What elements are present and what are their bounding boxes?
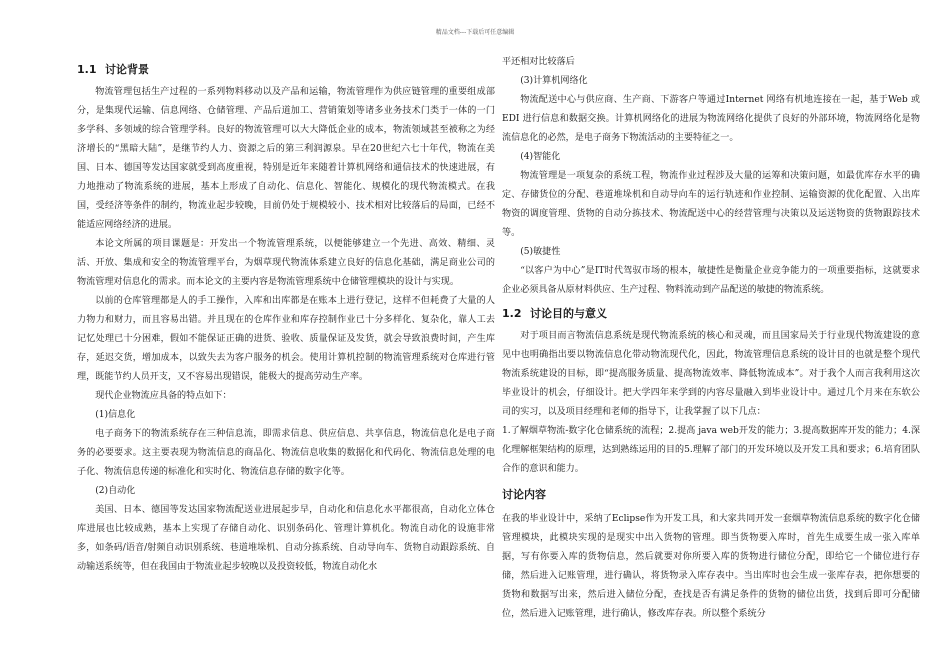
section-title: 讨论目的与意义 bbox=[530, 307, 607, 320]
paragraph: 电子商务下的物流系统存在三种信息流，即需求信息、供应信息、共享信息，物流信息化是电子商务的必要要求。这主要表现为物流信息的商品化、物流信息收集的数据化和代码化、物流信息处理的电子化、物流信息传递的标准化和实时化、物流信息存储的数字化等。 bbox=[77, 429, 495, 477]
list-item-title: (3)计算机网络化 bbox=[520, 76, 588, 86]
paragraph-continuation: 平还相对比较落后 bbox=[502, 57, 575, 67]
paragraph: 现代企业物流应具备的特点如下： bbox=[95, 391, 232, 401]
section-heading-1-2 bbox=[502, 304, 920, 323]
paragraph: 1.了解烟草物流-数字化仓储系统的流程；2.提高 java web开发的能力；3.提高数据库开发的能力；4.深化理解框架结构的原理，达到熟练运用的目的5.理解了部门的开发环境以及开发工具和要求；6.培育团队合作的意识和能力。 bbox=[502, 426, 920, 474]
left-column bbox=[77, 56, 495, 577]
paragraph: 以前的仓库管理都是人的手工操作，入库和出库都是在账本上进行登记，这样不但耗费了大量的人力物力和财力，而且容易出错。并且现在的仓库作业和库存控制作业已十分多样化、复杂化，靠人工去记忆处理已十分困难，假如不能保证正确的进货、验收、质量保证及发货，就会导致浪费时间，产生库存，延迟交货，增加成本，以致失去为客户服务的机会。使用计算机控制的物流管理系统对仓库进行管理，既能节约人员开支，又不容易出现错误，能极大的提高劳动生产率。 bbox=[77, 296, 495, 382]
paragraph: 物流管理包括生产过程的一系列物料移动以及产品和运输，物流管理作为供应链管理的重要组成部分，是集现代运输、信息网络、仓储管理、产品后道加工、营销策划等诸多业务技术门类于一体的一门多学科、多领域的综合管理学科。良好的物流管理可以大大降低企业的成本，物流领域甚至被称之为经济增长的“黑暗大陆”，是继节约人力、资源之后的第三利润源泉。早在20世纪六七十年代，物流在美国、日本、德国等发达国家就受到高度重视，特别是近年来随着计算机网络和通信技术的快速进展，有力地推动了物流系统的进展，基本上形成了自动化、信息化、智能化、规模化的现代物流模式。在我国，受经济等条件的制约，物流业起步较晚，目前仍处于规模较小、技术相对比较落后的局面，已经不能适应网络经济的进展。 bbox=[77, 87, 495, 230]
paragraph: 对于项目而言物流信息系统是现代物流系统的核心和灵魂，而且国家局关于行业现代物流建设的意见中也明确指出要以物流信息化带动物流现代化，因此，物流管理信息系统的设计目的也就是整个现代物流系统建设的目标，即“提高服务质量、提高物流效率、降低物流成本”。对于我个人而言我利用这次毕业设计的机会，仔细设计。把大学四年来学到的内容尽量融入到毕业设计中。通过几个月来在东软公司的实习，以及项目经理和老师的指导下，让我掌握了以下几点： bbox=[502, 331, 920, 417]
list-item-title: (2)自动化 bbox=[95, 486, 136, 496]
section-heading-1-1 bbox=[77, 60, 495, 79]
section-number: 1.1 bbox=[77, 63, 97, 76]
list-item-title: (4)智能化 bbox=[520, 152, 561, 162]
paragraph: “以客户为中心”是IT时代驾驭市场的根本，敏捷性是衡量企业竞争能力的一项重要指标，这就要求企业必须具备从原材料供应、生产过程、物料流动到产品配送的敏捷的物流系统。 bbox=[502, 266, 920, 295]
page-header: 精品文档---下载后可任意编辑 bbox=[435, 29, 515, 36]
section-title: 讨论背景 bbox=[105, 63, 149, 76]
paragraph: 美国、日本、德国等发达国家物流配送业进展起步早，自动化和信息化水平都很高，自动化立体仓库进展也比较成熟，基本上实现了存储自动化、识别条码化、管理计算机化。物流自动化的设施非常多，如条码/语音/射频自动识别系统、巷道堆垛机、自动分拣系统、自动导向车、货物自动跟踪系统、自动输送系统等，但在我国由于物流业起步较晚以及投资较低，物流自动化水 bbox=[77, 505, 495, 572]
section-number: 1.2 bbox=[502, 307, 522, 320]
paragraph: 物流配送中心与供应商、生产商、下游客户等通过Internet 网络有机地连接在一起，基于Web 或EDI 进行信息和数据交换。计算机网络化的进展为物流网络化提供了良好的外部环境，物流网络化是物流信息化的必然，是电子商务下物流活动的主要特征之一。 bbox=[502, 95, 920, 143]
section-heading-content: 讨论内容 bbox=[502, 488, 546, 501]
paragraph: 在我的毕业设计中，采纳了Eclipse作为开发工具，和大家共同开发一套烟草物流信息系统的数字化仓储管理模块，此模块实现的是现实中出入货物的管理。即当货物要入库时，首先生成要生成一张入库单据，写有你要入库的货物信息，然后就要对你所要入库的货物进行储位分配，即给它一个储位进行存储，然后进入记账管理，进行确认，将货物录入库存表中。当出库时也会生成一张库存表，把你想要的货物和数据写出来，然后进入储位分配，查找是否有满足条件的货物的储位出货，找到后即可分配储位，然后进入记账管理，进行确认，修改库存表。所以整个系统分 bbox=[502, 514, 920, 619]
paragraph: 本论文所属的项目课题是：开发出一个物流管理系统，以便能够建立一个先进、高效、精细、灵活、开放、集成和安全的物流管理平台，为烟草现代物流体系建立良好的信息化基础，满足商业公司的物流管理对信息化的需求。而本论文的主要内容是物流管理系统中仓储管理模块的设计与实现。 bbox=[77, 239, 495, 287]
list-item-title: (1)信息化 bbox=[95, 410, 136, 420]
list-item-title: (5)敏捷性 bbox=[520, 247, 561, 257]
paragraph: 物流管理是一项复杂的系统工程，物流作业过程涉及大量的运筹和决策问题，如最优库存水平的确定、存储货位的分配、巷道堆垛机和自动导向车的运行轨迹和作业控制、运输资源的优化配置、入出库物资的调度管理、货物的自动分拣技术、物流配送中心的经营管理与决策以及运送物资的货物跟踪技术等。 bbox=[502, 171, 920, 238]
right-column bbox=[502, 53, 920, 624]
